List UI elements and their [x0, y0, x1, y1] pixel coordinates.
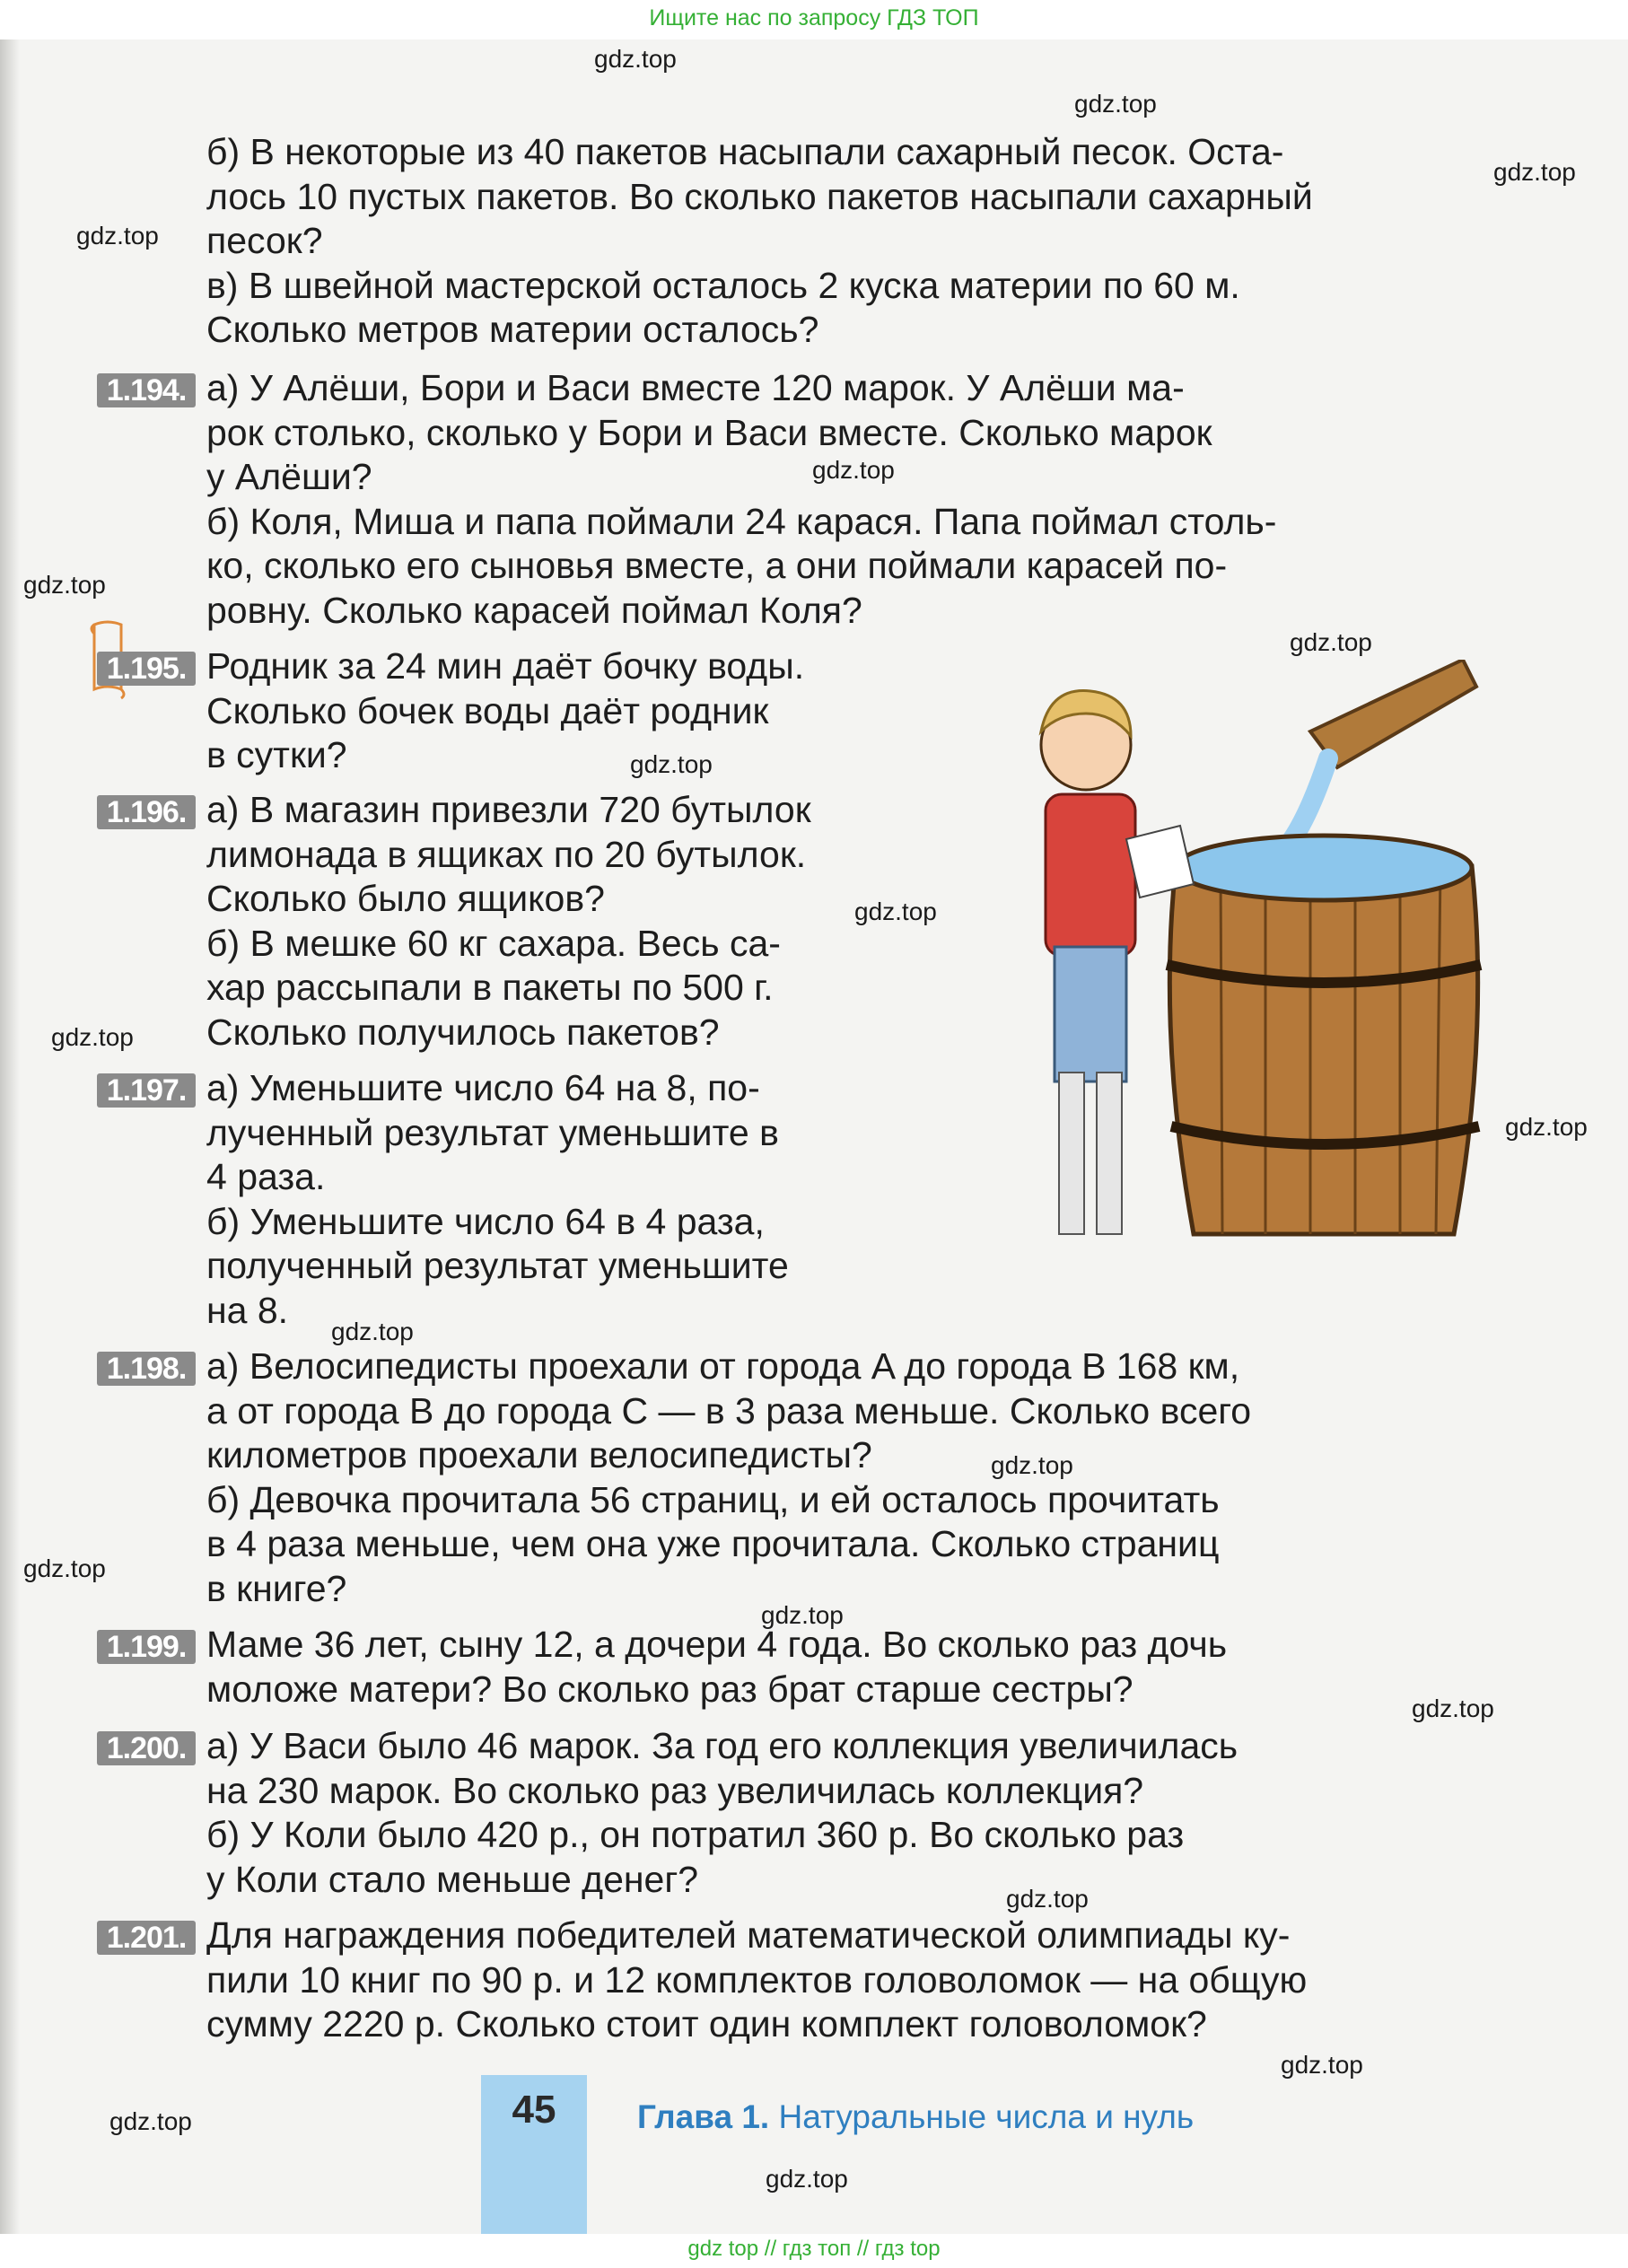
watermark: gdz.top	[23, 571, 106, 599]
text-line: у Коли стало меньше денег?	[206, 1858, 699, 1900]
text-line: ровну. Сколько карасей поймал Коля?	[206, 589, 862, 631]
text-line: 4 раза.	[206, 1156, 326, 1197]
text-line: а) У Алёши, Бори и Васи вместе 120 марок. У Алёши ма-	[206, 367, 1185, 408]
problem-text	[206, 644, 924, 778]
problem-text	[206, 130, 1467, 353]
text-line: лученный результат уменьшите в	[206, 1111, 779, 1153]
watermark: gdz.top	[761, 1601, 844, 1629]
watermark: gdz.top	[1493, 158, 1576, 186]
text-line: а от города B до города C — в 3 раза меньше. Сколько всего	[206, 1389, 1252, 1432]
watermark: gdz.top	[109, 2107, 192, 2135]
text-line: Сколько было ящиков?	[206, 878, 605, 919]
text-line: лось 10 пустых пакетов. Во сколько пакетов насыпали сахарный	[206, 175, 1313, 217]
problem-text	[206, 1066, 924, 1333]
page-number: 45	[512, 2088, 556, 2132]
text-line: б) Уменьшите число 64 в 4 раза,	[206, 1200, 765, 1242]
text-line: Родник за 24 мин даёт бочку воды.	[206, 645, 805, 687]
problem-number-badge: 1.199.	[97, 1630, 196, 1664]
text-line: в 4 раза меньше, чем она уже прочитала. Сколько страниц	[206, 1523, 1220, 1564]
problem-number-badge: 1.196.	[97, 795, 196, 829]
text-line: б) В некоторые из 40 пакетов насыпали сахарный песок. Оста-	[206, 131, 1284, 172]
watermark: gdz.top	[812, 456, 895, 484]
watermark: gdz.top	[854, 898, 937, 925]
boy-with-barrel-illustration	[987, 660, 1490, 1288]
text-line: лимонада в ящиках по 20 бутылок.	[206, 833, 807, 875]
problem-number-badge: 1.197.	[97, 1073, 196, 1108]
problem-text	[206, 366, 1467, 633]
text-line: б) Девочка прочитала 56 страниц, и ей осталось прочитать	[206, 1478, 1220, 1520]
watermark: gdz.top	[23, 1554, 106, 1582]
text-line: моложе матери? Во сколько раз брат старше сестры?	[206, 1668, 1133, 1710]
text-line: ко, сколько его сыновья вместе, а они поймали карасей по-	[206, 545, 1228, 586]
chapter-footer	[637, 2098, 1194, 2136]
text-line: в книге?	[206, 1567, 347, 1609]
text-line: Сколько бочек воды даёт родник	[206, 689, 769, 731]
problem-text	[206, 1724, 1467, 1902]
problem-text	[206, 788, 924, 1055]
text-line: б) Коля, Миша и папа поймали 24 карася. Папа поймал столь-	[206, 500, 1277, 542]
chapter-label: Глава 1.	[637, 2098, 770, 2135]
text-line: а) Уменьшите число 64 на 8, по-	[206, 1067, 760, 1108]
text-line: сумму 2220 р. Сколько стоит один комплект головоломок?	[206, 2003, 1207, 2045]
text-line: а) У Васи было 46 марок. За год его коллекция увеличилась	[206, 1725, 1239, 1766]
text-line: хар рассыпали в пакеты по 500 г.	[206, 967, 774, 1008]
text-line: полученный результат уменьшите	[206, 1245, 789, 1286]
text-line: километров проехали велосипедисты?	[206, 1434, 872, 1476]
text-line: на 8.	[206, 1289, 289, 1331]
watermark: gdz.top	[1505, 1113, 1588, 1141]
problem-text	[206, 1623, 1467, 1712]
text-line: а) Велосипедисты проехали от города A до города B 168 км,	[206, 1345, 1240, 1387]
problem-number-badge: 1.200.	[97, 1731, 196, 1765]
text-line: песок?	[206, 220, 323, 261]
watermark: gdz.top	[1290, 628, 1372, 656]
chapter-title: Натуральные числа и нуль	[778, 2098, 1195, 2135]
text-line: Маме 36 лет, сыну 12, а дочери 4 года. Во сколько раз дочь	[206, 1624, 1228, 1665]
text-line: рок столько, сколько у Бори и Васи вместе. Сколько марок	[206, 411, 1212, 453]
text-line: на 230 марок. Во сколько раз увеличилась коллекция?	[206, 1769, 1144, 1811]
watermark: gdz.top	[331, 1318, 414, 1345]
watermark: gdz.top	[991, 1451, 1073, 1479]
top-banner: Ищите нас по запросу ГДЗ ТОП	[0, 0, 1628, 39]
text-line: в сутки?	[206, 734, 347, 775]
problem-number-badge: 1.201.	[97, 1921, 196, 1955]
problem-number-badge: 1.194.	[97, 373, 196, 407]
text-line: Сколько метров материи осталось?	[206, 309, 819, 350]
problem-text	[206, 1344, 1467, 1611]
text-line: пили 10 книг по 90 р. и 12 комплектов головоломок — на общую	[206, 1958, 1308, 2001]
text-line: б) У Коли было 420 р., он потратил 360 р. Во сколько раз	[206, 1814, 1185, 1855]
watermark: gdz.top	[766, 2165, 848, 2193]
problem-number-badge: 1.195.	[97, 652, 196, 686]
watermark: gdz.top	[630, 750, 713, 778]
watermark: gdz.top	[1281, 2051, 1363, 2079]
text-line: б) В мешке 60 кг сахара. Весь са-	[206, 922, 781, 964]
watermark: gdz.top	[1412, 1694, 1494, 1722]
bottom-banner: gdz top // гдз топ // гдз top	[0, 2234, 1628, 2268]
watermark: gdz.top	[51, 1023, 134, 1051]
watermark: gdz.top	[594, 45, 677, 73]
problem-text	[206, 1913, 1467, 2047]
text-line: у Алёши?	[206, 456, 372, 497]
problem-number-badge: 1.198.	[97, 1352, 196, 1386]
text-line: Сколько получилось пакетов?	[206, 1011, 720, 1053]
text-line: а) В магазин привезли 720 бутылок	[206, 789, 811, 830]
watermark: gdz.top	[1074, 90, 1157, 118]
text-line: в) В швейной мастерской осталось 2 куска материи по 60 м.	[206, 264, 1240, 306]
text-line: Для награждения победителей математической олимпиады ку-	[206, 1914, 1291, 1956]
watermark: gdz.top	[76, 222, 159, 250]
watermark: gdz.top	[1006, 1885, 1089, 1913]
